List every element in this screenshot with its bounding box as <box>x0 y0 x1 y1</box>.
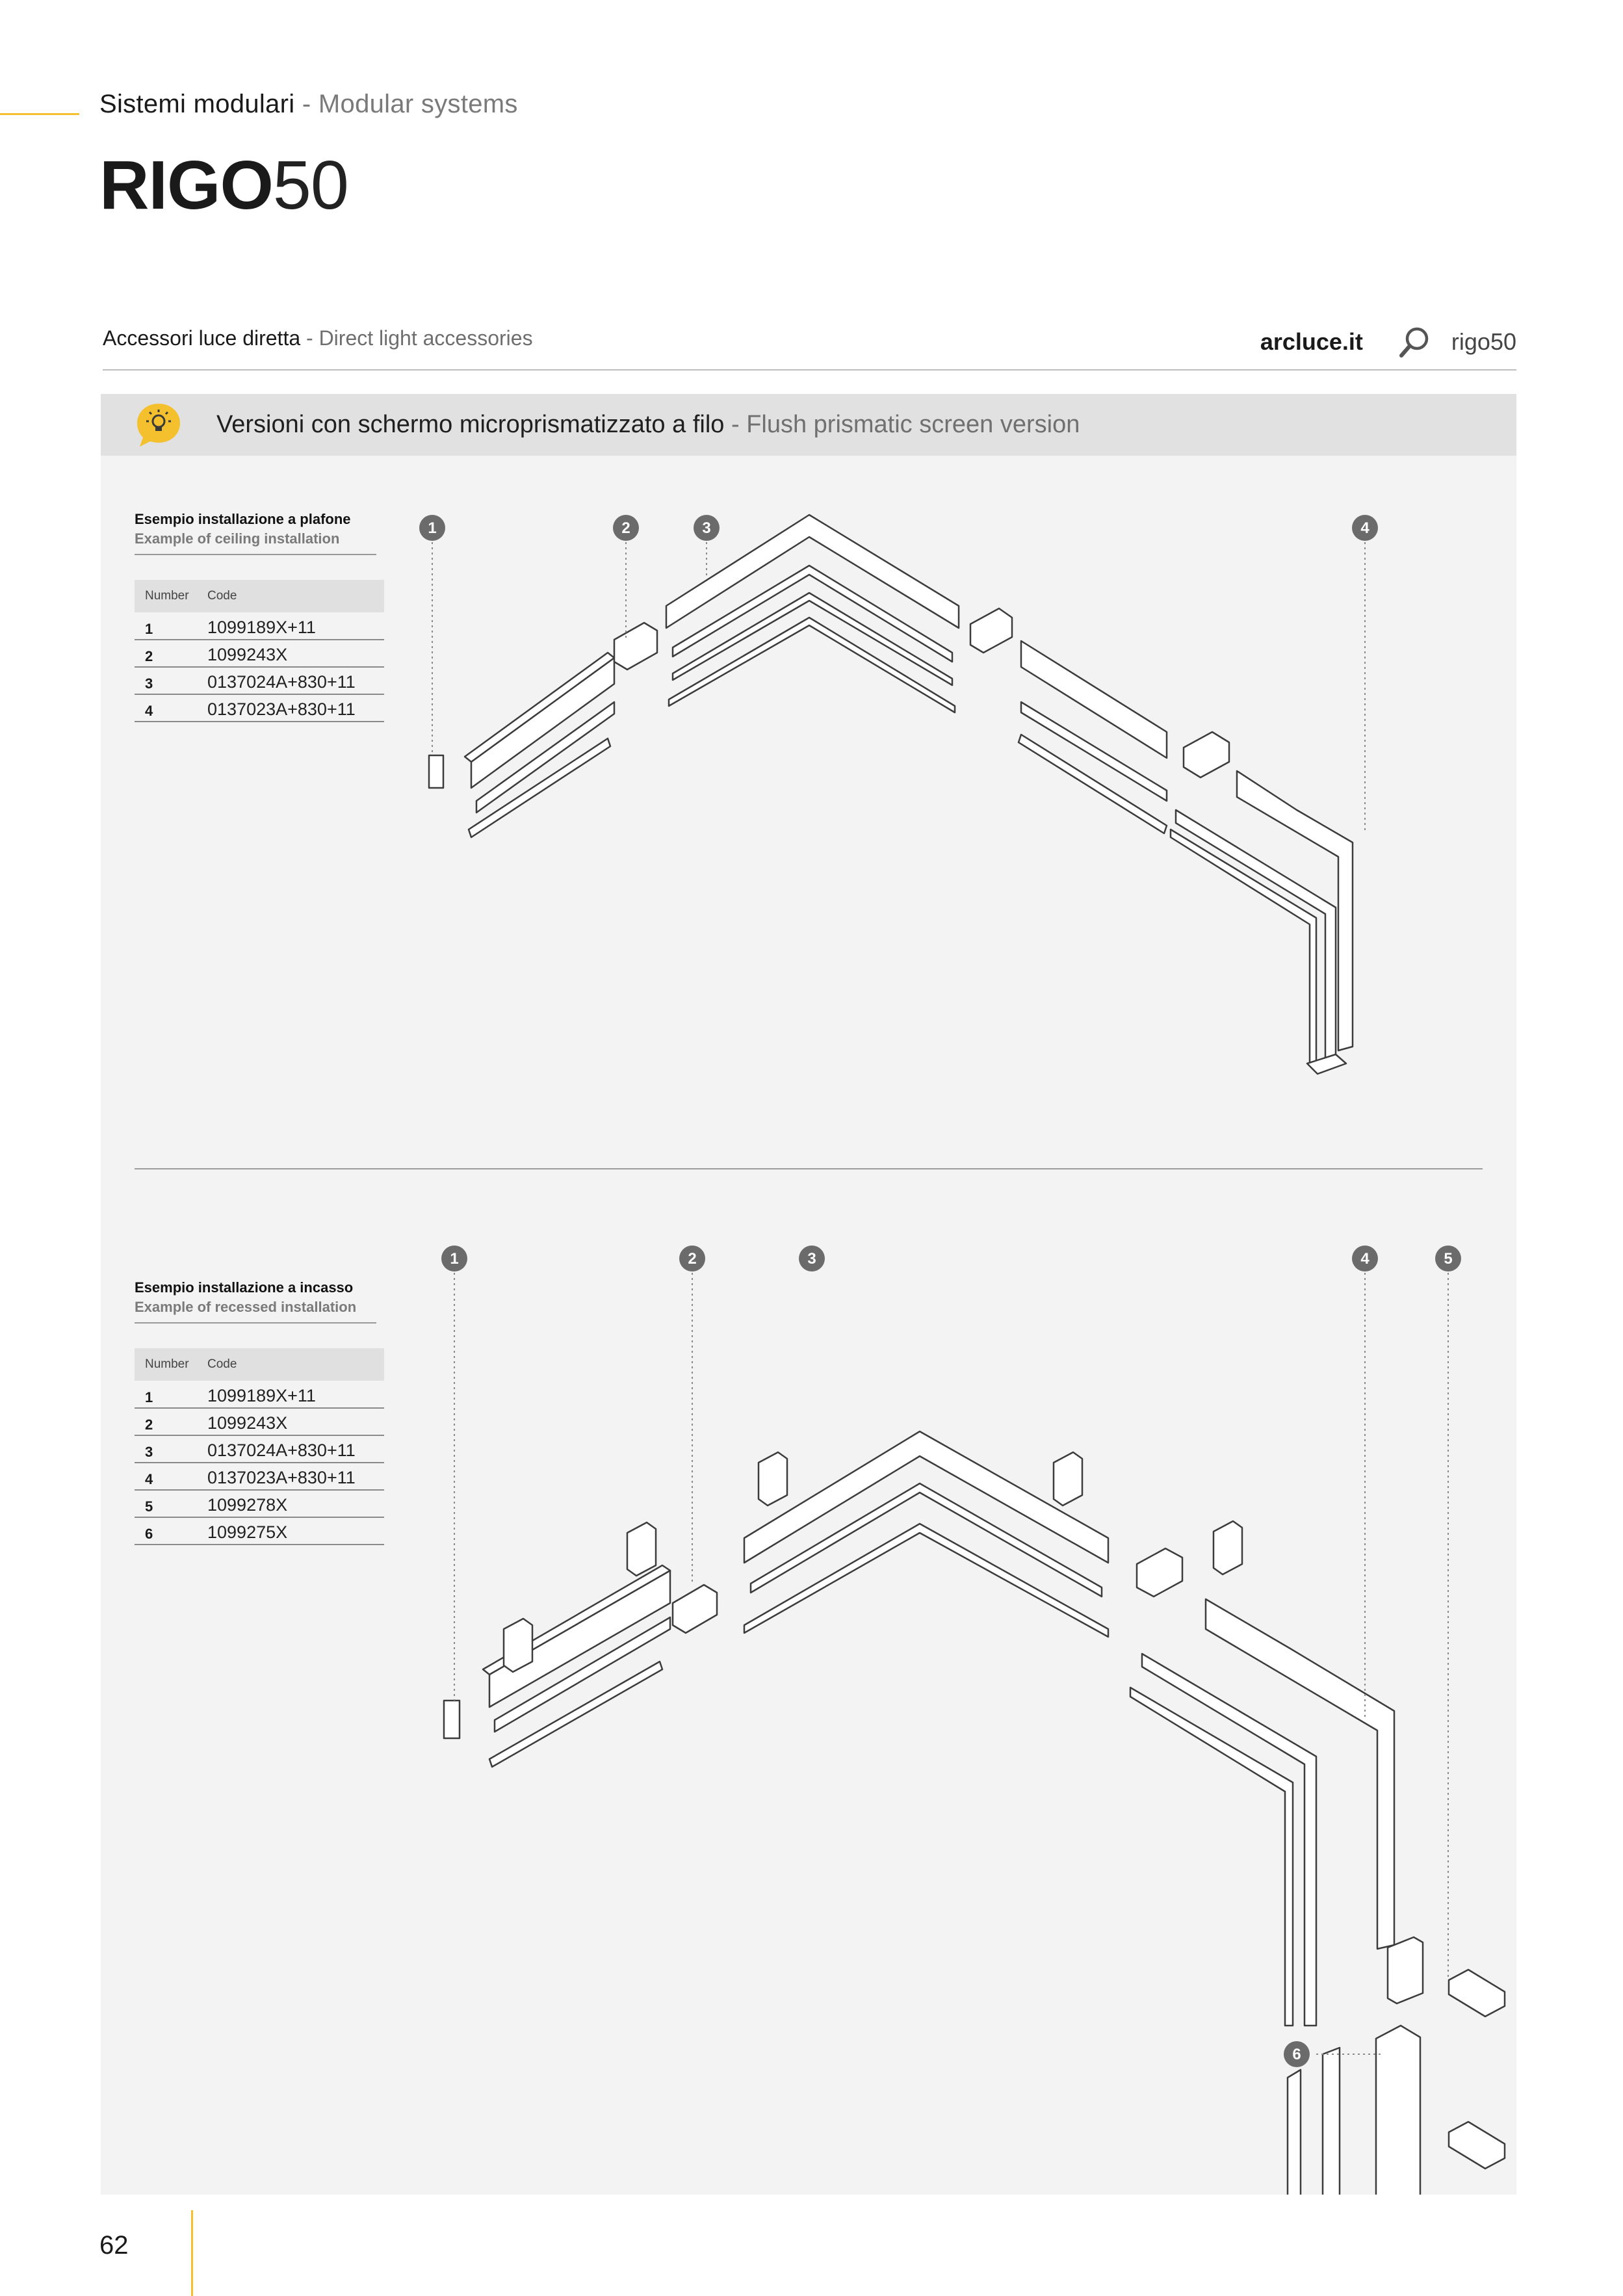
callout-label: 5 <box>1444 1250 1453 1268</box>
row-number: 5 <box>135 1490 207 1517</box>
row-code: 0137024A+830+11 <box>207 667 384 694</box>
row-number: 2 <box>135 640 207 667</box>
content-panel <box>101 394 1516 2195</box>
callout-label: 4 <box>1360 1250 1370 1268</box>
product-name-light: 50 <box>272 147 348 224</box>
row-code: 0137024A+830+11 <box>207 1435 384 1463</box>
row-number: 1 <box>135 1381 207 1408</box>
section-label <box>103 326 533 350</box>
breadcrumb-separator: - <box>294 90 318 118</box>
accent-line-bottom <box>191 2210 193 2296</box>
example-subtitle: Example of recessed installation <box>135 1299 357 1315</box>
callout-marker <box>1435 1246 1461 1272</box>
callout-marker <box>613 515 639 541</box>
header-links <box>1260 324 1516 360</box>
column-header-code: Code <box>207 580 384 612</box>
site-link[interactable]: arcluce.it <box>1260 328 1363 355</box>
breadcrumb-en: Modular systems <box>318 90 518 118</box>
row-number: 3 <box>135 667 207 694</box>
accent-line-top <box>0 113 79 115</box>
row-code: 0137023A+830+11 <box>207 694 384 722</box>
callout-marker <box>419 515 445 541</box>
header-rule <box>103 369 1516 371</box>
section-divider <box>135 1168 1483 1169</box>
row-code: 0137023A+830+11 <box>207 1463 384 1490</box>
row-number: 1 <box>135 612 207 640</box>
ceiling-installation-diagram <box>101 394 1516 1174</box>
row-number: 3 <box>135 1435 207 1463</box>
row-code: 1099278X <box>207 1490 384 1517</box>
row-code: 1099243X <box>207 1408 384 1435</box>
callout-marker <box>679 1246 705 1272</box>
callout-label: 6 <box>1292 2046 1301 2063</box>
callout-marker <box>441 1246 467 1272</box>
callout-label: 3 <box>807 1250 816 1268</box>
column-header-number: Number <box>135 580 207 612</box>
callout-label: 2 <box>688 1250 697 1268</box>
breadcrumb-it: Sistemi modulari <box>99 90 295 118</box>
search-icon[interactable] <box>1397 324 1433 360</box>
row-code: 1099189X+11 <box>207 1381 384 1408</box>
callout-marker <box>1352 515 1378 541</box>
section-label-it: Accessori luce diretta <box>103 326 301 350</box>
example-title: Esempio installazione a plafone <box>135 511 351 527</box>
row-code: 1099243X <box>207 640 384 667</box>
callout-label: 1 <box>450 1250 459 1268</box>
breadcrumb <box>99 90 518 119</box>
callout-marker <box>1284 2041 1310 2067</box>
row-code: 1099189X+11 <box>207 612 384 640</box>
recessed-installation-diagram <box>101 1220 1516 2195</box>
page-tag: rigo50 <box>1451 328 1516 355</box>
product-title <box>99 147 348 224</box>
banner-text-it: Versioni con schermo microprismatizzato a filo <box>216 411 725 438</box>
callout-marker <box>799 1246 825 1272</box>
callout-label: 1 <box>428 519 437 537</box>
callout-label: 4 <box>1360 519 1370 537</box>
row-number: 2 <box>135 1408 207 1435</box>
callout-label: 3 <box>702 519 711 537</box>
row-number: 4 <box>135 1463 207 1490</box>
callout-marker <box>694 515 720 541</box>
callout-label: 2 <box>621 519 630 537</box>
banner-text-en: Flush prismatic screen version <box>746 411 1080 438</box>
page-number: 62 <box>99 2231 129 2260</box>
row-number: 4 <box>135 694 207 722</box>
banner-separator: - <box>724 411 747 438</box>
product-name-bold: RIGO <box>99 147 273 224</box>
example-subtitle: Example of ceiling installation <box>135 530 340 547</box>
example-title: Esempio installazione a incasso <box>135 1279 354 1296</box>
column-header-number: Number <box>135 1348 207 1381</box>
row-number: 6 <box>135 1517 207 1545</box>
column-header-code: Code <box>207 1348 384 1381</box>
callout-marker <box>1352 1246 1378 1272</box>
section-label-separator: - <box>300 326 319 350</box>
section-label-en: Direct light accessories <box>318 326 533 350</box>
row-code: 1099275X <box>207 1517 384 1545</box>
